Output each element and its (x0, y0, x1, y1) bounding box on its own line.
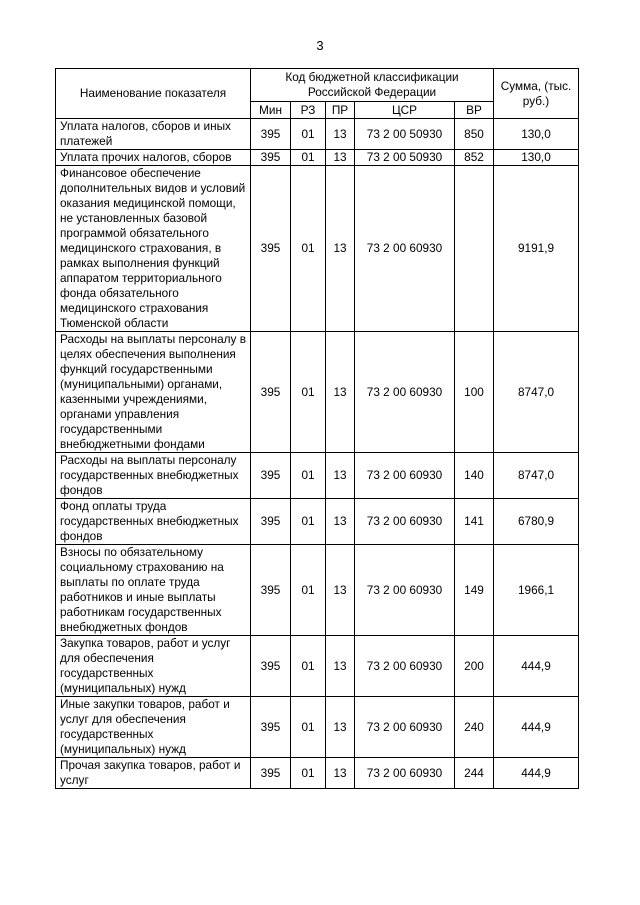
cell-rz: 01 (291, 758, 326, 789)
cell-pr: 13 (326, 453, 355, 499)
cell-name: Фонд оплаты труда государственных внебюджетных фондов (56, 499, 251, 545)
cell-csr: 73 2 00 60930 (355, 758, 455, 789)
cell-pr: 13 (326, 499, 355, 545)
table-row (56, 636, 579, 697)
header-vr: ВР (455, 102, 494, 119)
cell-name: Расходы на выплаты персоналу в целях обеспечения выполнения функций государственными (муниципальными) органами, казенными учреждениями, органами управления государственными внебюджетными фондами (56, 332, 251, 453)
cell-pr: 13 (326, 332, 355, 453)
cell-min: 395 (251, 636, 291, 697)
cell-min: 395 (251, 697, 291, 758)
cell-rz: 01 (291, 499, 326, 545)
header-csr: ЦСР (355, 102, 455, 119)
cell-rz: 01 (291, 697, 326, 758)
cell-vr: 240 (455, 697, 494, 758)
cell-pr: 13 (326, 758, 355, 789)
cell-csr: 73 2 00 60930 (355, 697, 455, 758)
cell-min: 395 (251, 499, 291, 545)
cell-amount: 1966,1 (494, 545, 579, 636)
cell-rz: 01 (291, 119, 326, 150)
cell-amount: 9191,9 (494, 166, 579, 332)
cell-amount: 6780,9 (494, 499, 579, 545)
table-row (56, 758, 579, 789)
cell-min: 395 (251, 758, 291, 789)
cell-csr: 73 2 00 60930 (355, 545, 455, 636)
cell-min: 395 (251, 332, 291, 453)
cell-csr: 73 2 00 60930 (355, 453, 455, 499)
cell-csr: 73 2 00 60930 (355, 166, 455, 332)
header-min: Мин (251, 102, 291, 119)
cell-min: 395 (251, 150, 291, 166)
cell-csr: 73 2 00 60930 (355, 332, 455, 453)
cell-pr: 13 (326, 636, 355, 697)
cell-amount: 444,9 (494, 758, 579, 789)
cell-amount: 130,0 (494, 119, 579, 150)
cell-vr: 100 (455, 332, 494, 453)
cell-name: Уплата прочих налогов, сборов (56, 150, 251, 166)
cell-amount: 8747,0 (494, 332, 579, 453)
cell-vr: 149 (455, 545, 494, 636)
cell-rz: 01 (291, 332, 326, 453)
cell-pr: 13 (326, 545, 355, 636)
cell-rz: 01 (291, 636, 326, 697)
cell-name: Закупка товаров, работ и услуг для обеспечения государственных (муниципальных) нужд (56, 636, 251, 697)
cell-min: 395 (251, 119, 291, 150)
table-row (56, 119, 579, 150)
cell-min: 395 (251, 453, 291, 499)
header-classification: Код бюджетной классификации Российской Федерации (251, 69, 494, 102)
cell-name: Уплата налогов, сборов и иных платежей (56, 119, 251, 150)
cell-vr: 141 (455, 499, 494, 545)
cell-min: 395 (251, 545, 291, 636)
table-row (56, 453, 579, 499)
cell-csr: 73 2 00 50930 (355, 119, 455, 150)
cell-rz: 01 (291, 150, 326, 166)
cell-vr: 140 (455, 453, 494, 499)
table-row (56, 332, 579, 453)
cell-pr: 13 (326, 166, 355, 332)
cell-rz: 01 (291, 453, 326, 499)
cell-amount: 130,0 (494, 150, 579, 166)
cell-csr: 73 2 00 60930 (355, 636, 455, 697)
header-row (56, 69, 579, 102)
cell-amount: 8747,0 (494, 453, 579, 499)
cell-name: Прочая закупка товаров, работ и услуг (56, 758, 251, 789)
table-row (56, 545, 579, 636)
cell-vr: 200 (455, 636, 494, 697)
cell-pr: 13 (326, 119, 355, 150)
table-row (56, 150, 579, 166)
page-number: 3 (316, 38, 324, 53)
budget-table (55, 68, 579, 789)
cell-vr: 852 (455, 150, 494, 166)
cell-name: Иные закупки товаров, работ и услуг для обеспечения государственных (муниципальных) нужд (56, 697, 251, 758)
cell-amount: 444,9 (494, 636, 579, 697)
cell-amount: 444,9 (494, 697, 579, 758)
cell-pr: 13 (326, 697, 355, 758)
header-rz: РЗ (291, 102, 326, 119)
header-name: Наименование показателя (56, 69, 251, 119)
cell-name: Расходы на выплаты персоналу государственных внебюджетных фондов (56, 453, 251, 499)
cell-csr: 73 2 00 50930 (355, 150, 455, 166)
cell-vr: 850 (455, 119, 494, 150)
cell-name: Взносы по обязательному социальному страхованию на выплаты по оплате труда работников и иные выплаты работникам государственных внебюджетных фондов (56, 545, 251, 636)
cell-rz: 01 (291, 166, 326, 332)
cell-vr: 244 (455, 758, 494, 789)
cell-rz: 01 (291, 545, 326, 636)
header-pr: ПР (326, 102, 355, 119)
table-row (56, 166, 579, 332)
cell-pr: 13 (326, 150, 355, 166)
header-amount: Сумма, (тыс. руб.) (494, 69, 579, 119)
cell-vr (455, 166, 494, 332)
cell-min: 395 (251, 166, 291, 332)
table-row (56, 499, 579, 545)
cell-name: Финансовое обеспечение дополнительных видов и условий оказания медицинской помощи, не установленных базовой программой обязательного медицинского страхования, в рамках выполнения функций аппаратом территориального фонда обязательного медицинского страхования Тюменской области (56, 166, 251, 332)
cell-csr: 73 2 00 60930 (355, 499, 455, 545)
table-row (56, 697, 579, 758)
